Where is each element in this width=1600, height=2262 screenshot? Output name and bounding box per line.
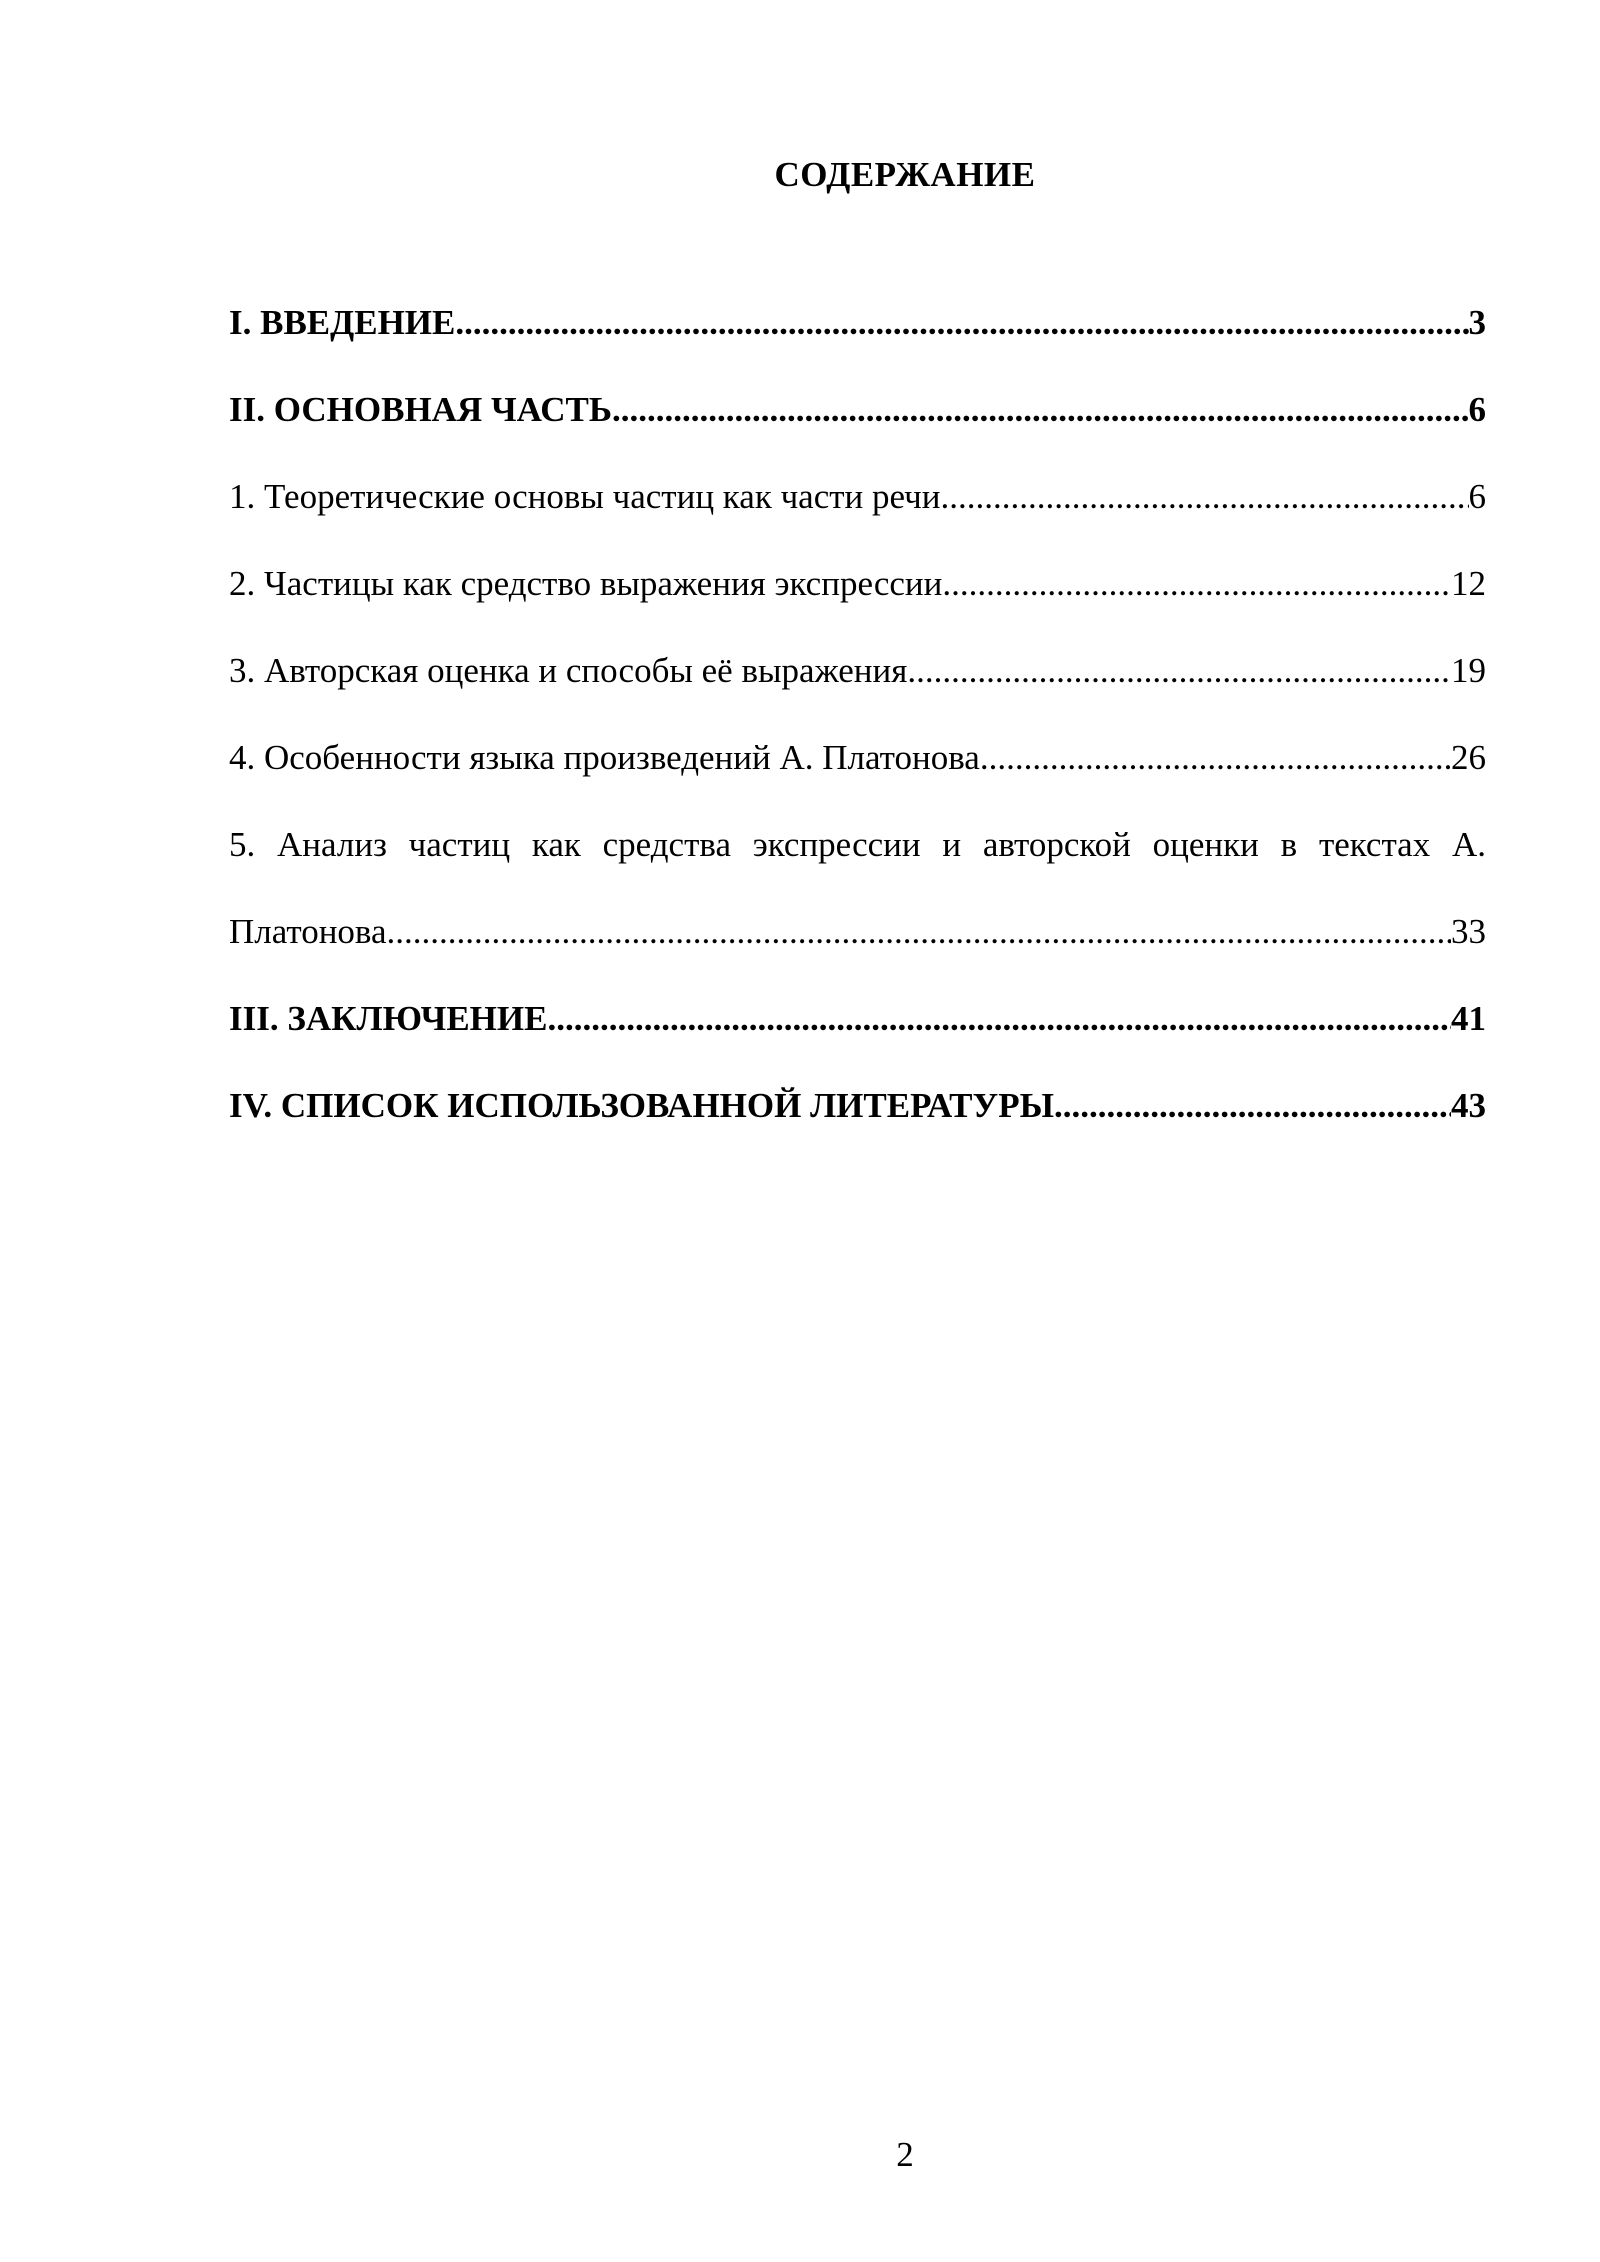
toc-entry-label-line2: Платонова bbox=[229, 912, 387, 951]
toc-entry-section-3[interactable] bbox=[229, 628, 1486, 715]
toc-entry-conclusion[interactable] bbox=[229, 976, 1486, 1063]
toc-entry-section-2[interactable] bbox=[229, 541, 1486, 628]
toc-entry-page: 41 bbox=[1451, 999, 1486, 1038]
toc-entry-page: 6 bbox=[1468, 477, 1486, 516]
toc-entry-page: 19 bbox=[1451, 651, 1486, 690]
toc-entry-label: I. ВВЕДЕНИЕ bbox=[229, 303, 456, 342]
toc-entry-label: III. ЗАКЛЮЧЕНИЕ bbox=[229, 999, 548, 1038]
table-of-contents bbox=[229, 280, 1486, 1150]
page-title: СОДЕРЖАНИЕ bbox=[774, 155, 1036, 194]
toc-entry-label-line1: 5. Анализ частиц как средства экспрессии и авторской оценки в текстах А. bbox=[229, 825, 1486, 864]
toc-leader-dots bbox=[980, 735, 1451, 781]
toc-entry-introduction[interactable] bbox=[229, 280, 1486, 367]
toc-leader-dots bbox=[941, 474, 1469, 520]
toc-leader-dots bbox=[942, 561, 1451, 607]
toc-entry-label: II. ОСНОВНАЯ ЧАСТЬ bbox=[229, 390, 612, 429]
toc-leader-dots bbox=[612, 387, 1469, 433]
toc-entry-label: 2. Частицы как средство выражения экспрессии bbox=[229, 564, 943, 603]
toc-entry-page: 43 bbox=[1451, 1086, 1486, 1125]
toc-entry-page: 26 bbox=[1451, 738, 1486, 777]
toc-entry-label: 1. Теоретические основы частиц как части речи bbox=[229, 477, 941, 516]
toc-entry-section-5-line2[interactable] bbox=[229, 889, 1486, 976]
toc-leader-dots bbox=[455, 300, 1468, 346]
toc-entry-page: 12 bbox=[1451, 564, 1486, 603]
toc-leader-dots bbox=[907, 648, 1451, 694]
toc-entry-section-4[interactable] bbox=[229, 715, 1486, 802]
toc-entry-label: 3. Авторская оценка и способы её выражения bbox=[229, 651, 908, 690]
toc-entry-page: 33 bbox=[1451, 912, 1486, 951]
toc-entry-label: 4. Особенности языка произведений А. Платонова bbox=[229, 738, 980, 777]
toc-leader-dots bbox=[547, 996, 1451, 1042]
toc-entry-main-part[interactable] bbox=[229, 367, 1486, 454]
toc-entry-label: IV. СПИСОК ИСПОЛЬЗОВАННОЙ ЛИТЕРАТУРЫ bbox=[229, 1086, 1054, 1125]
toc-entry-page: 3 bbox=[1468, 303, 1486, 342]
toc-entry-page: 6 bbox=[1468, 390, 1486, 429]
toc-leader-dots bbox=[387, 909, 1451, 955]
toc-entry-section-1[interactable] bbox=[229, 454, 1486, 541]
toc-entry-section-5-line1[interactable] bbox=[229, 802, 1486, 889]
page-number: 2 bbox=[896, 2135, 914, 2174]
toc-leader-dots bbox=[1054, 1083, 1451, 1129]
toc-entry-bibliography[interactable] bbox=[229, 1063, 1486, 1150]
